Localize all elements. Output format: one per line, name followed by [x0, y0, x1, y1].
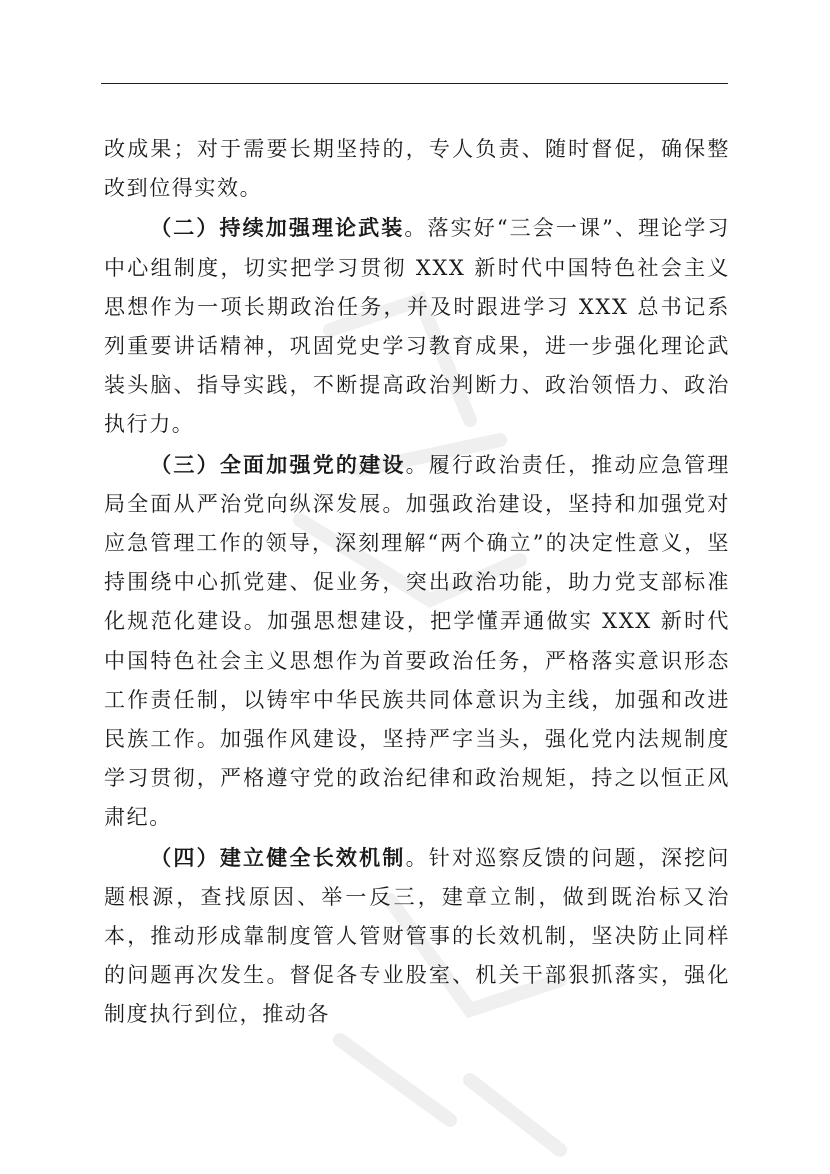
paragraph-theory-study: [104, 208, 730, 444]
paragraph-text: 。落实好“三会一课”、理论学习中心组制度，切实把学习贯彻 XXX 新时代中国特色社会主义思想作为一项长期政治任务，并及时跟进学习 XXX 总书记系列重要讲话精神，巩固党史学习教育成果，进一步强化理论武装头脑、指导实践，不断提高政治判断力、政治领悟力、政治执行力。: [104, 216, 730, 437]
document-body: [104, 130, 730, 1035]
paragraph-text: 。履行政治责任，推动应急管理局全面从严治党向纵深发展。加强政治建设，坚持和加强党对应急管理工作的领导，深刻理解“两个确立”的决定性意义，坚持围绕中心抓党建、促业务，突出政治功能，助力党支部标准化规范化建设。加强思想建设，把学懂弄通做实 XXX 新时代中国特色社会主义思想作为首要政治任务，严格落实意识形态工作责任制，以铸牢中华民族共同体意识为主线，加强和改进民族工作。加强作风建设，坚持严字当头，强化党内法规制度学习贯彻，严格遵守党的政治纪律和政治规矩，持之以恒正风肃纪。: [104, 452, 730, 830]
header-rule: [101, 83, 728, 84]
paragraph-text: 。针对巡察反馈的问题，深挖问题根源，查找原因、举一反三，建章立制，做到既治标又治本，推动形成靠制度管人管财管事的长效机制，坚决防止同样的问题再次发生。督促各专业股室、机关干部狠抓落实，强化制度执行到位，推动各: [104, 845, 730, 1027]
section-heading: （三）全面加强党的建设: [150, 451, 406, 477]
section-heading: （四）建立健全长效机制: [150, 844, 406, 870]
paragraph-text: 改成果；对于需要长期坚持的，专人负责、随时督促，确保整改到位得实效。: [104, 137, 730, 201]
paragraph-continuation: [104, 130, 730, 208]
paragraph-long-term-mechanism: [104, 838, 730, 1035]
paragraph-party-building: [104, 445, 730, 838]
section-heading: （二）持续加强理论武装: [150, 215, 405, 241]
